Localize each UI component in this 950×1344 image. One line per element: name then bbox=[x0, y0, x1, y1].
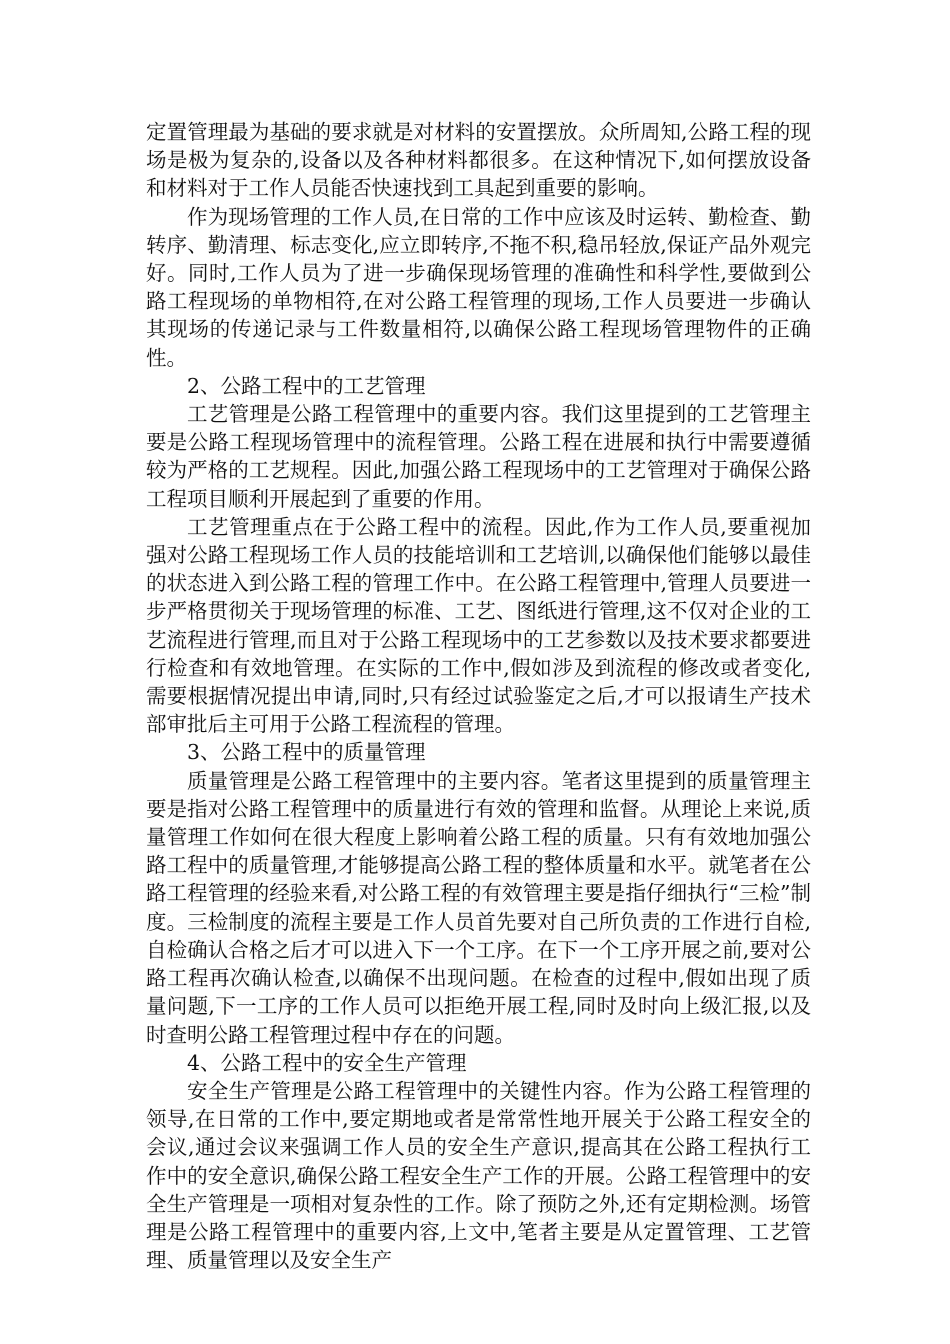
document-body bbox=[146, 118, 811, 1274]
section-heading-process-management: 2、公路工程中的工艺管理 bbox=[187, 373, 426, 398]
section-heading-quality-management: 3、公路工程中的质量管理 bbox=[187, 740, 426, 765]
paragraph-quality-management: 质量管理是公路工程管理中的主要内容。笔者这里提到的质量管理主要是指对公路工程管理中的质量进行有效的管理和监督。从理论上来说,质量管理工作如何在很大程度上影响着公路工程的质量。只有有效地加强公路工程中的质量管理,才能够提高公路工程的整体质量和水平。就笔者在公路工程管理的经验来看,对公路工程的有效管理主要是指仔细执行“三检”制度。三检制度的流程主要是工作人员首先要对自己所负责的工作进行自检,自检确认合格之后才可以进入下一个工序。在下一个工序开展之前,要对公路工程再次确认检查,以确保不出现问题。在检查的过程中,假如出现了质量问题,下一工序的工作人员可以拒绝开展工程,同时及时向上级汇报,以及时查明公路工程管理过程中存在的问题。 bbox=[146, 768, 811, 1047]
paragraph-site-staff-duties: 作为现场管理的工作人员,在日常的工作中应该及时运转、勤检查、勤转序、勤清理、标志变化,应立即转序,不拖不积,稳吊轻放,保证产品外观完好。同时,工作人员为了进一步确保现场管理的准确性和科学性,要做到公路工程现场的单物相符,在对公路工程管理的现场,工作人员要进一步确认其现场的传递记录与工件数量相符,以确保公路工程现场管理物件的正确性。 bbox=[146, 204, 811, 370]
section-heading-safety-management: 4、公路工程中的安全生产管理 bbox=[187, 1050, 467, 1075]
paragraph-safety-management: 安全生产管理是公路工程管理中的关键性内容。作为公路工程管理的领导,在日常的工作中,要定期地或者是常常性地开展关于公路工程安全的会议,通过会议来强调工作人员的安全生产意识,提高其在公路工程执行工作中的安全意识,确保公路工程安全生产工作的开展。公路工程管理中的安全生产管理是一项相对复杂性的工作。除了预防之外,还有定期检测。场管理是公路工程管理中的重要内容,上文中,笔者主要是从定置管理、工艺管理、质量管理以及安全生产 bbox=[146, 1078, 811, 1273]
paragraph-material-placement: 定置管理最为基础的要求就是对材料的安置摆放。众所周知,公路工程的现场是极为复杂的,设备以及各种材料都很多。在这种情况下,如何摆放设备和材料对于工作人员能否快速找到工具起到重要的影响。 bbox=[146, 120, 811, 201]
paragraph-process-management-detail: 工艺管理重点在于公路工程中的流程。因此,作为工作人员,要重视加强对公路工程现场工作人员的技能培训和工艺培训,以确保他们能够以最佳的状态进入到公路工程的管理工作中。在公路工程管理中,管理人员要进一步严格贯彻关于现场管理的标准、工艺、图纸进行管理,这不仅对企业的工艺流程进行管理,而且对于公路工程现场中的工艺参数以及技术要求都要进行检查和有效地管理。在实际的工作中,假如涉及到流程的修改或者变化,需要根据情况提出申请,同时,只有经过试验鉴定之后,才可以报请生产技术部审批后主可用于公路工程流程的管理。 bbox=[146, 514, 811, 737]
paragraph-process-management-intro: 工艺管理是公路工程管理中的重要内容。我们这里提到的工艺管理主要是公路工程现场管理中的流程管理。公路工程在进展和执行中需要遵循较为严格的工艺规程。因此,加强公路工程现场中的工艺管理对于确保公路工程项目顺利开展起到了重要的作用。 bbox=[146, 402, 811, 511]
